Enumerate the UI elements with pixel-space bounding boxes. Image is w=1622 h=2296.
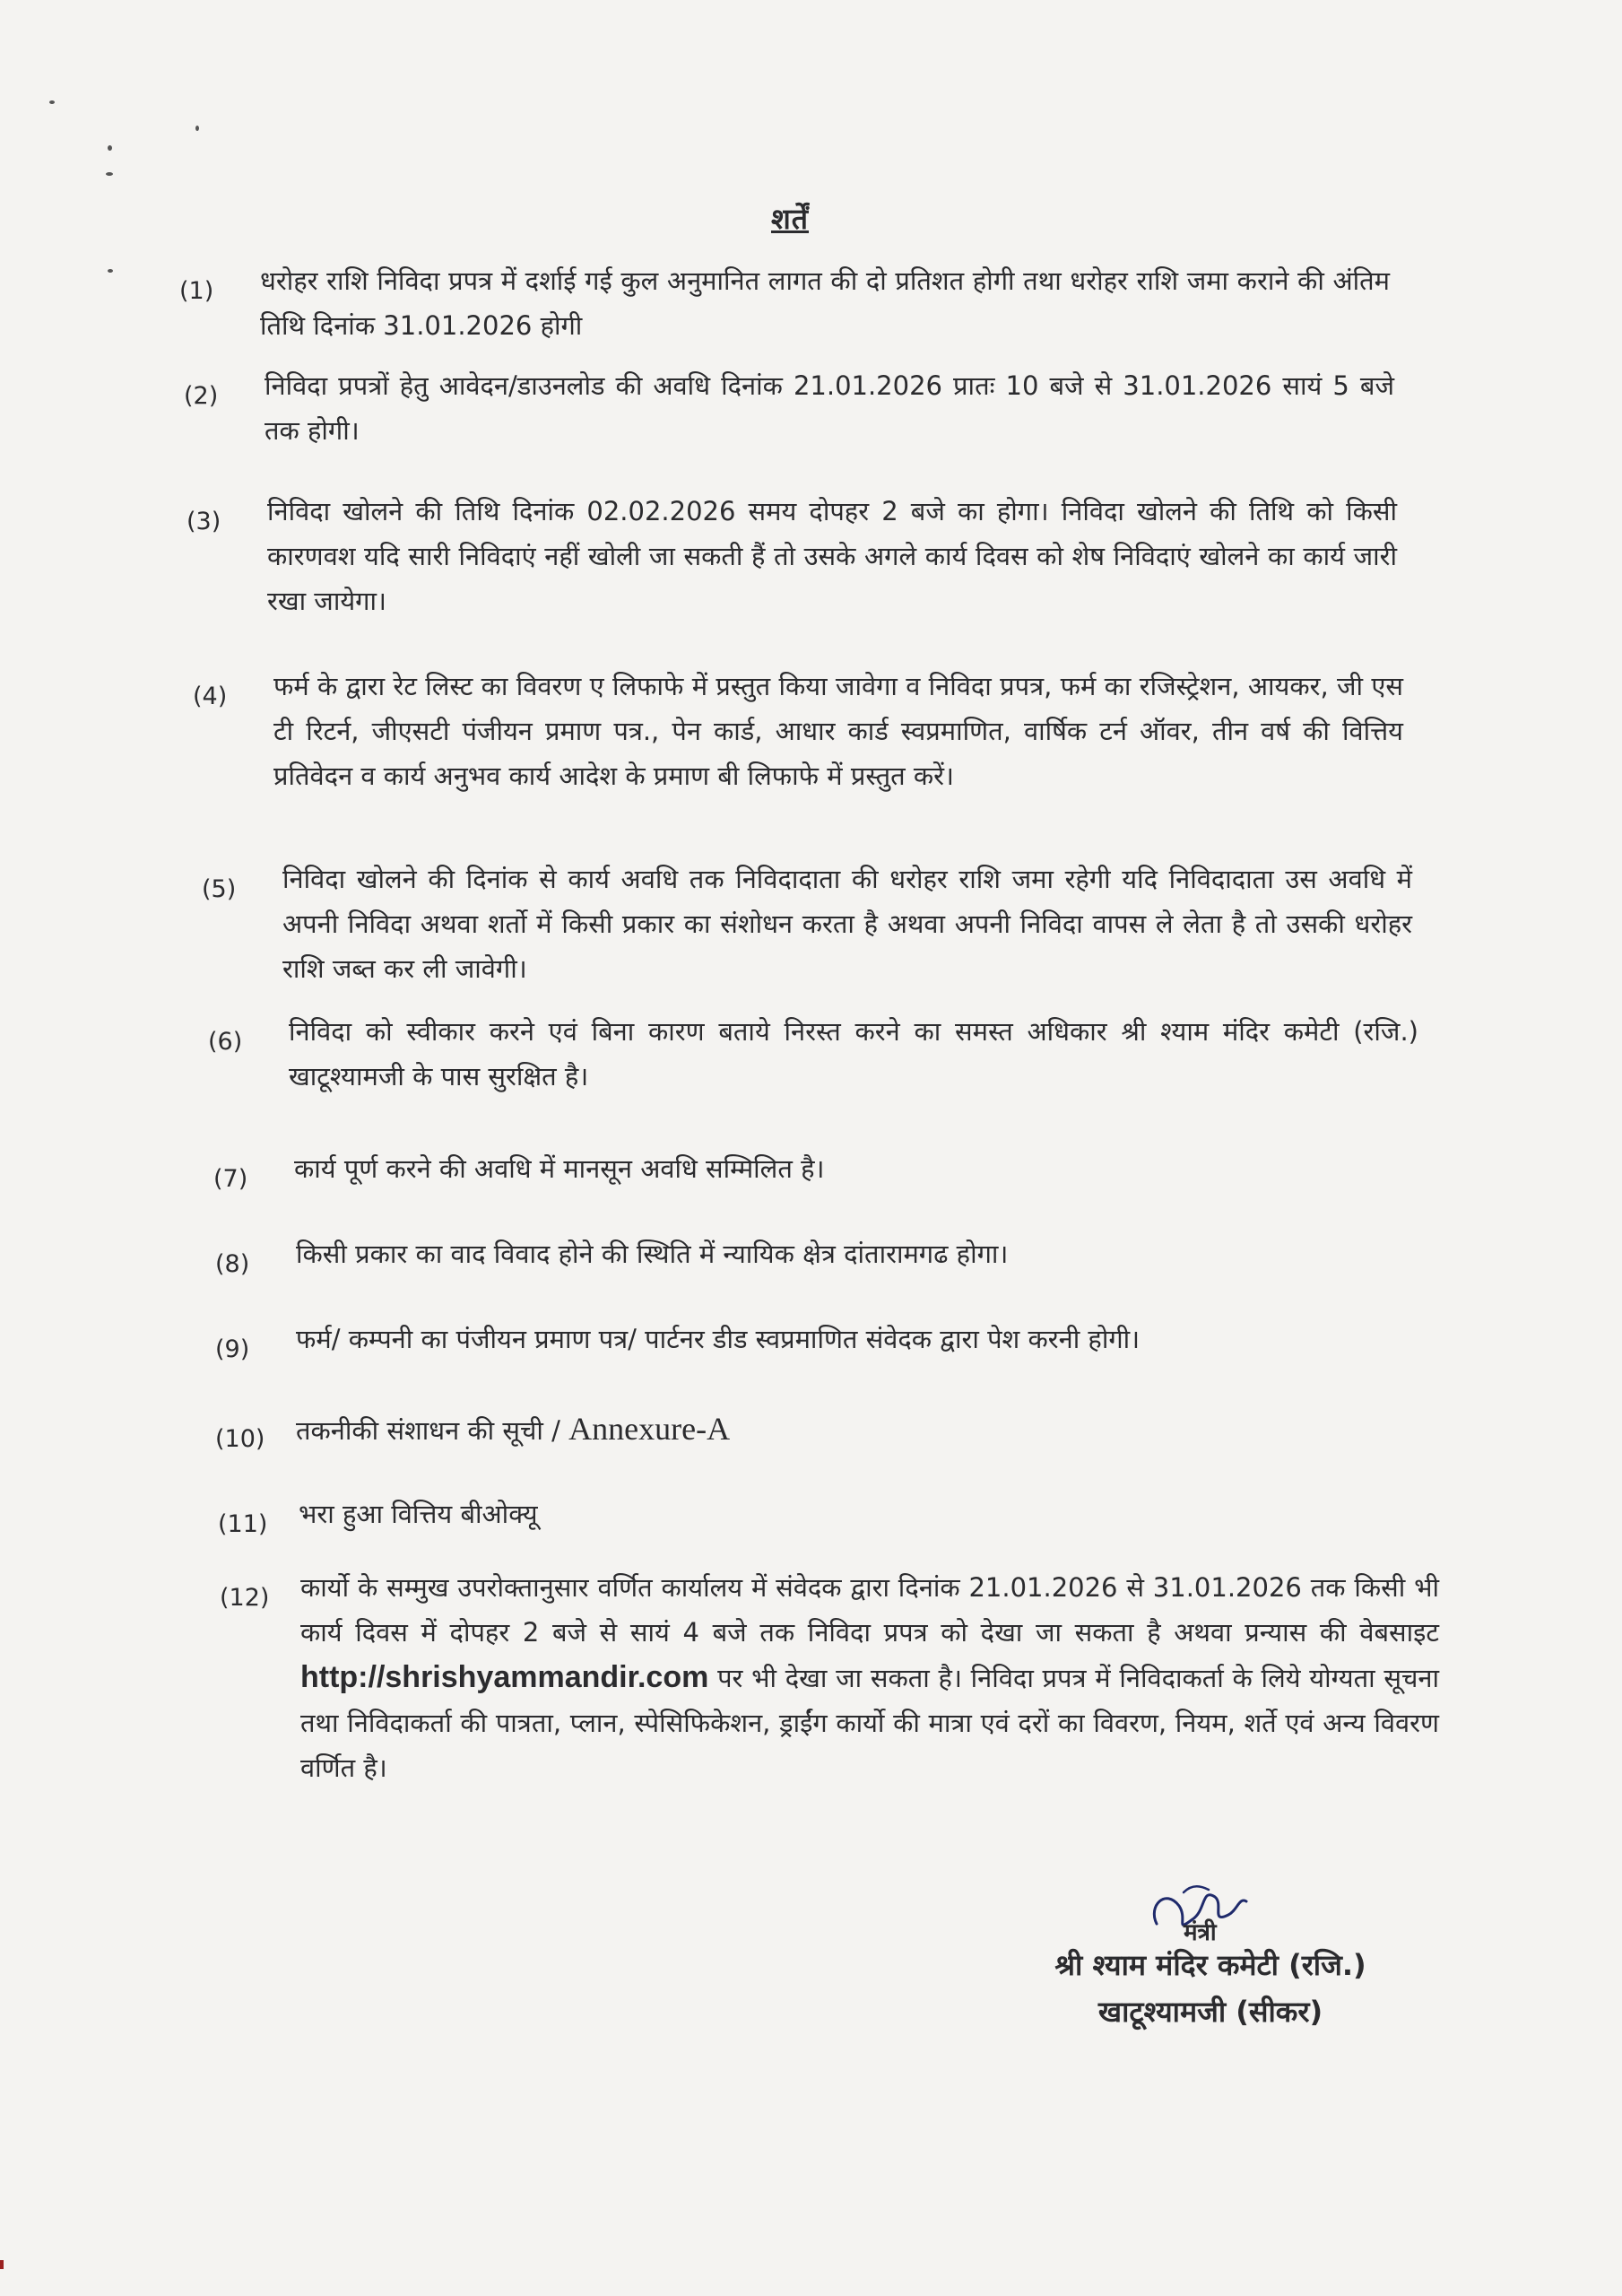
clause-number: (8) xyxy=(215,1250,250,1278)
scan-speck xyxy=(0,2260,4,2269)
clause-number: (6) xyxy=(208,1028,243,1056)
clause-text: फर्म/ कम्पनी का पंजीयन प्रमाण पत्र/ पार्टनर डीड स्वप्रमाणित संवेदक द्वारा पेश करनी होगी। xyxy=(296,1324,1141,1354)
annexure-label: Annexure-A xyxy=(568,1411,731,1447)
clause-text-part: पर भी देखा जा सकता है। निविदा प्रपत्र में निविदाकर्ता के लिये योग्यता सूचना तथा निविदाकर्ता की पात्रता, प्लान, स्पेसिफिकेशन, ड्राईंग कार्यो की मात्रा एवं दरों का विवरण, नियम, शर्ते एवं अन्य विवरण वर्णित है। xyxy=(300,1663,1439,1783)
clause-11 xyxy=(218,1492,1428,1547)
clause-9 xyxy=(215,1317,1426,1372)
clause-number: (9) xyxy=(215,1335,250,1363)
clause-text: निविदा खोलने की दिनांक से कार्य अवधि तक निविदादाता की धरोहर राशि जमा रहेगी यदि निविदादाता उस अवधि में अपनी निविदा अथवा शर्तो में किसी प्रकार का संशोधन करता है अथवा अपनी निविदा वापस ले लेता है तो उसकी धरोहर राशि जब्त कर ली जावेगी। xyxy=(282,864,1412,984)
clause-text-part: कार्यो के सम्मुख उपरोक्तानुसार वर्णित कार्यालय में संवेदक द्वारा दिनांक 21.01.2026 से 31.01.2026 तक किसी भी कार्य दिवस में दोपहर 2 बजे से सायं 4 बजे तक निविदा प्रपत्र को देखा जा सकता है अथवा प्रन्यास की वेबसाइट xyxy=(300,1572,1439,1648)
clause-12 xyxy=(220,1565,1439,1790)
clause-7 xyxy=(213,1146,1424,1202)
clause-text: निविदा खोलने की तिथि दिनांक 02.02.2026 समय दोपहर 2 बजे का होगा। निविदा खोलने की तिथि को किसी कारणवश यदि सारी निविदाएं नहीं खोली जा सकती हैं तो उसके अगले कार्य दिवस को शेष निविदाएं खोलने का कार्य जारी रखा जायेगा। xyxy=(267,496,1397,616)
clause-text-hindi: तकनीकी संशाधन की सूची / xyxy=(296,1415,569,1446)
clause-number: (2) xyxy=(184,382,219,410)
clause-2 xyxy=(184,363,1394,453)
clause-number: (5) xyxy=(202,875,237,903)
clause-text: कार्य पूर्ण करने की अवधि में मानसून अवधि सम्मिलित है। xyxy=(294,1153,825,1184)
clause-number: (7) xyxy=(213,1165,248,1193)
clause-4 xyxy=(193,664,1403,798)
signatory-block xyxy=(1004,1942,1417,2035)
clause-number: (12) xyxy=(220,1584,270,1612)
organisation-place: खाटूश्यामजी (सीकर) xyxy=(1097,1995,1323,2029)
scan-speck xyxy=(108,269,113,273)
clause-text: भरा हुआ वित्तिय बीओक्यू xyxy=(299,1499,538,1529)
scan-speck xyxy=(106,172,113,176)
website-link[interactable]: http://shrishyammandir.com xyxy=(300,1660,709,1694)
clause-6 xyxy=(208,1009,1418,1099)
signatory-designation: मंत्री xyxy=(1184,1919,1217,1946)
clause-text: धरोहर राशि निविदा प्रपत्र में दर्शाई गई कुल अनुमानित लागत की दो प्रतिशत होगी तथा धरोहर राशि जमा कराने की अंतिम तिथि दिनांक 31.01.2026 होगी xyxy=(260,265,1390,341)
clause-5 xyxy=(202,857,1412,991)
clause-number: (4) xyxy=(193,683,228,710)
clause-text xyxy=(300,1565,1439,1790)
clause-text: निविदा को स्वीकार करने एवं बिना कारण बताये निरस्त करने का समस्त अधिकार श्री श्याम मंदिर कमेटी (रजि.) खाटूश्यामजी के पास सुरक्षित है। xyxy=(289,1016,1418,1091)
clause-8 xyxy=(215,1231,1426,1287)
clause-1 xyxy=(179,258,1390,348)
clause-number: (10) xyxy=(215,1425,265,1453)
clause-number: (3) xyxy=(186,508,221,535)
clause-number: (1) xyxy=(179,277,214,305)
scan-speck xyxy=(108,145,112,151)
scan-speck xyxy=(49,100,55,104)
clause-number: (11) xyxy=(218,1510,268,1538)
clause-10 xyxy=(215,1406,1426,1462)
page-title: शर्तें xyxy=(771,202,810,236)
clause-text: किसी प्रकार का वाद विवाद होने की स्थिति में न्यायिक क्षेत्र दांतारामगढ होगा। xyxy=(296,1239,1009,1269)
clause-3 xyxy=(186,489,1397,623)
clause-text xyxy=(296,1406,1426,1453)
scan-speck xyxy=(195,126,199,131)
clause-text: फर्म के द्वारा रेट लिस्ट का विवरण ए लिफाफे में प्रस्तुत किया जावेगा व निविदा प्रपत्र, फर्म का रजिस्ट्रेशन, आयकर, जी एस टी रिटर्न, जीएसटी पंजीयन प्रमाण पत्र., पेन कार्ड, आधार कार्ड स्वप्रमाणित, वार्षिक टर्न ऑवर, तीन वर्ष की वित्तिय प्रतिवेदन व कार्य अनुभव कार्य आदेश के प्रमाण बी लिफाफे में प्रस्तुत करें। xyxy=(273,671,1403,791)
clause-text: निविदा प्रपत्रों हेतु आवेदन/डाउनलोड की अवधि दिनांक 21.01.2026 प्रातः 10 बजे से 31.01.2026 सायं 5 बजे तक होगी। xyxy=(265,370,1394,446)
organisation-name: श्री श्याम मंदिर कमेटी (रजि.) xyxy=(1054,1948,1366,1982)
